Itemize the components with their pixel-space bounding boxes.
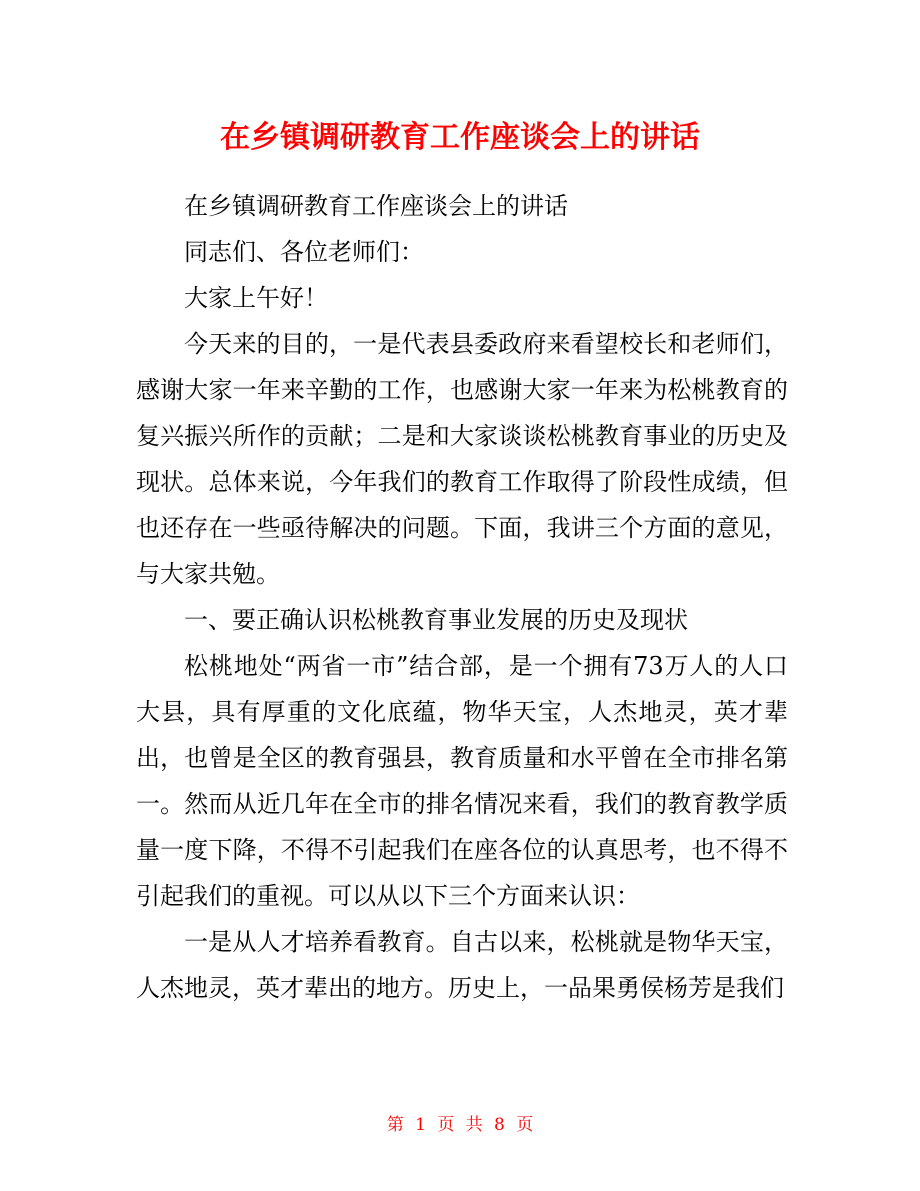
body-paragraph-salutation: 同志们、各位老师们： bbox=[184, 238, 424, 266]
body-paragraph-greeting: 大家上午好！ bbox=[184, 284, 328, 312]
body-paragraph-purpose: 今天来的目的，一是代表县委政府来看望校长和老师们，感谢大家一年来辛勤的工作，也感谢大家一年来为松桃教育的复兴振兴所作的贡献；二是和大家谈谈松桃教育事业的历史及现状。总体来说，今年我们的教育工作取得了阶段性成绩，但也还存在一些亟待解决的问题。下面，我讲三个方面的意见，与大家共勉。 bbox=[136, 330, 788, 588]
body-paragraph-heading: 在乡镇调研教育工作座谈会上的讲话 bbox=[184, 192, 568, 220]
body-paragraph-history: 松桃地处“两省一市”结合部，是一个拥有73万人的人口大县，具有厚重的文化底蕴，物华天宝，人杰地灵，英才辈出，也曾是全区的教育强县，教育质量和水平曾在全市排名第一。然而从近几年在全市的排名情况来看，我们的教育教学质量一度下降，不得不引起我们在座各位的认真思考，也不得不引起我们的重视。可以从以下三个方面来认识： bbox=[136, 652, 788, 910]
body-paragraph-talent: 一是从人才培养看教育。自古以来，松桃就是物华天宝，人杰地灵，英才辈出的地方。历史上，一品果勇侯杨芳是我们 bbox=[136, 928, 788, 1002]
document-body bbox=[136, 183, 788, 1011]
document-title: 在乡镇调研教育工作座谈会上的讲话 bbox=[220, 120, 700, 155]
body-paragraph-section-heading: 一、要正确认识松桃教育事业发展的历史及现状 bbox=[184, 606, 688, 634]
page-number-footer: 第 1 页 共 8 页 bbox=[386, 1115, 534, 1135]
